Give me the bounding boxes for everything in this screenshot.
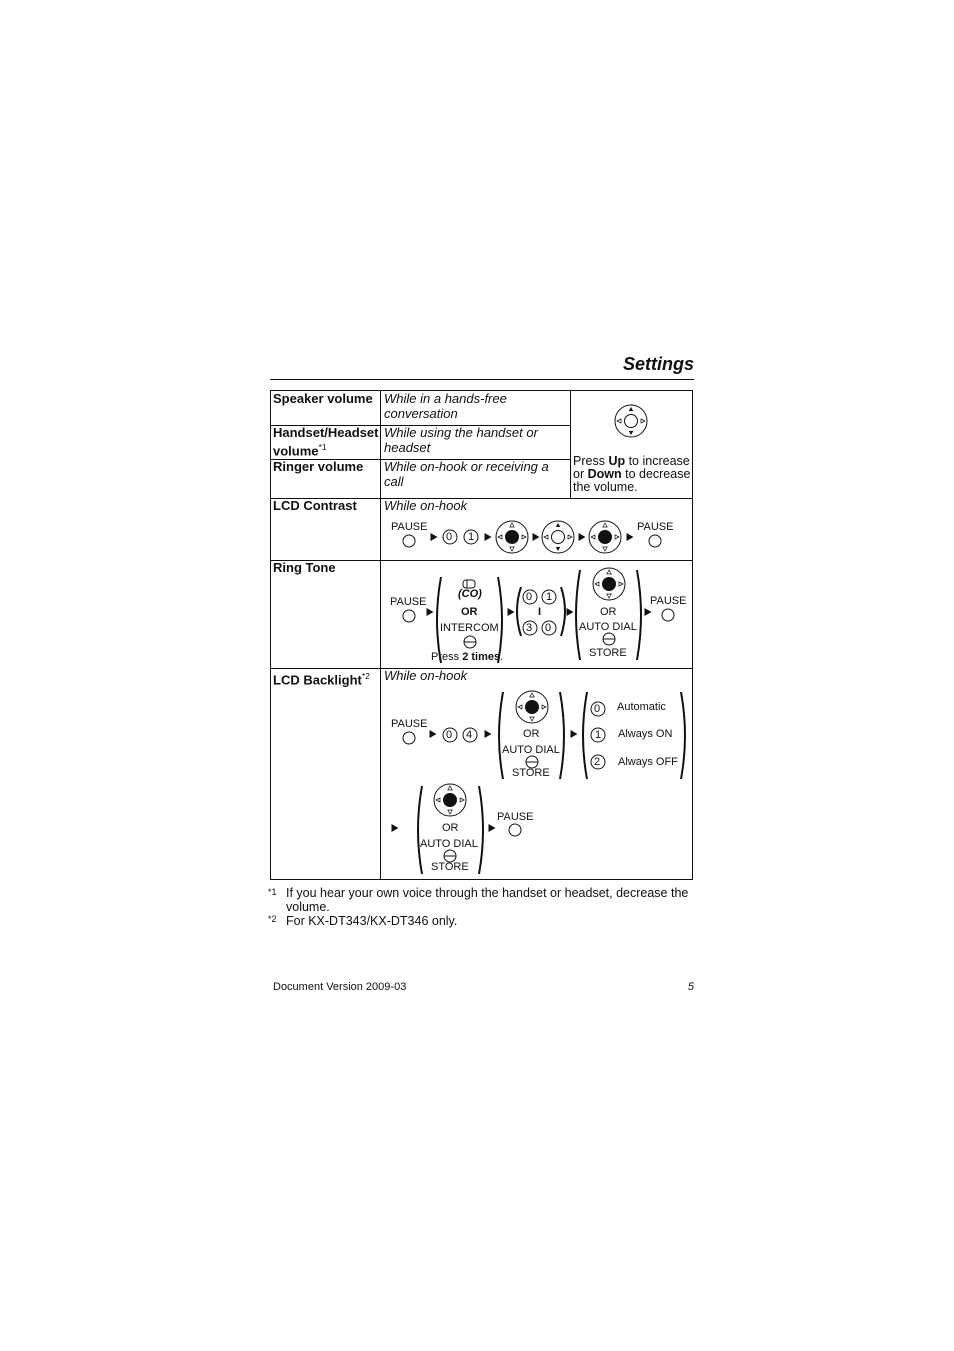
navigator-key-icon — [434, 784, 466, 816]
or-label: OR — [523, 728, 540, 740]
digit-label: 2 — [594, 756, 601, 768]
or-label: OR — [442, 822, 459, 834]
arrow-icon — [485, 533, 492, 541]
bracket-right — [637, 570, 641, 660]
press-times-note: Press 2 times. — [431, 651, 504, 663]
bracket-left — [583, 692, 587, 779]
pause-key-icon — [509, 824, 521, 836]
arrow-icon — [567, 608, 574, 616]
condition-lcd-contrast: While on-hook — [384, 498, 468, 513]
navigator-key-icon — [496, 521, 528, 553]
bracket-right — [479, 786, 483, 874]
row-label-lcd-contrast: LCD Contrast — [273, 498, 357, 513]
bracket-left — [517, 587, 521, 636]
digit-label: 0 — [446, 729, 453, 741]
condition-handset: While using the handset or headset — [384, 425, 538, 455]
store-label: STORE — [431, 861, 469, 873]
pause-key-icon — [649, 535, 661, 547]
page-title: Settings — [622, 354, 694, 374]
intercom-label: INTERCOM — [440, 622, 499, 634]
auto-dial-label: AUTO DIAL — [502, 744, 560, 756]
pause-key-icon — [403, 535, 415, 547]
navigator-key-icon — [589, 521, 621, 553]
option-always-on: Always ON — [618, 728, 673, 740]
pause-label: PAUSE — [650, 595, 687, 607]
condition-speaker: While in a hands-free conversation — [384, 391, 507, 421]
pause-key-icon — [403, 732, 415, 744]
row-label-speaker-volume: Speaker volume — [273, 391, 373, 406]
page-number: 5 — [687, 981, 694, 993]
bracket-right — [561, 587, 565, 636]
arrow-icon — [431, 533, 438, 541]
pause-label: PAUSE — [391, 521, 428, 533]
option-automatic: Automatic — [617, 701, 666, 713]
bracket-right — [681, 692, 685, 779]
pause-label: PAUSE — [390, 596, 427, 608]
arrow-icon — [489, 824, 496, 832]
pause-label: PAUSE — [391, 718, 428, 730]
footnote-mark: *1 — [268, 887, 277, 897]
digit-label: 4 — [466, 729, 473, 741]
arrow-icon — [571, 730, 578, 738]
option-always-off: Always OFF — [618, 756, 678, 768]
digit-label: 1 — [595, 729, 602, 741]
arrow-icon — [427, 608, 434, 616]
navigator-key-icon — [542, 521, 574, 553]
digit-label: 1 — [468, 531, 475, 543]
arrow-icon — [645, 608, 652, 616]
auto-dial-label: AUTO DIAL — [579, 621, 637, 633]
pause-label: PAUSE — [497, 811, 534, 823]
row-label-handset-volume: Handset/Headset volume$^{*1}$ — [273, 425, 379, 459]
co-key-icon — [463, 580, 475, 588]
navigator-key-icon — [593, 568, 625, 600]
row-label-ringer-volume: Ringer volume — [273, 459, 364, 474]
digit-label: 0 — [594, 703, 601, 715]
row-label-ring-tone: Ring Tone — [273, 560, 336, 575]
arrow-icon — [430, 730, 437, 738]
digit-label: 3 — [526, 622, 533, 634]
auto-dial-label: AUTO DIAL — [420, 838, 478, 850]
arrow-icon — [579, 533, 586, 541]
document-version: Document Version 2009-03 — [273, 981, 407, 993]
footnote-mark: *2 — [268, 914, 277, 924]
arrow-icon — [533, 533, 540, 541]
pause-key-icon — [403, 610, 415, 622]
condition-lcd-backlight: While on-hook — [384, 668, 468, 683]
bracket-left — [499, 692, 503, 779]
pause-label: PAUSE — [637, 521, 674, 533]
row-label-lcd-backlight: LCD Backlight$^{*2}$ — [273, 671, 370, 688]
or-label: OR — [461, 606, 478, 618]
navigator-key-icon — [516, 691, 548, 723]
footnote-text: For KX-DT343/KX-DT346 only. — [286, 914, 458, 928]
volume-instruction: Press Up to increase or Down to decrease the volume. — [573, 454, 691, 494]
or-label: OR — [600, 606, 617, 618]
arrow-icon — [508, 608, 515, 616]
bracket-left — [418, 786, 422, 874]
navigator-key-icon — [615, 405, 647, 437]
footnote-text: If you hear your own voice through the handset or headset, decrease the volume. — [286, 886, 689, 914]
intercom-key-icon — [464, 636, 476, 648]
arrow-icon — [485, 730, 492, 738]
condition-ringer: While on-hook or receiving a call — [384, 459, 549, 489]
digit-label: 1 — [546, 591, 553, 603]
digit-label: 0 — [526, 591, 533, 603]
bracket-right — [560, 692, 564, 779]
digit-label: 0 — [545, 622, 552, 634]
arrow-icon — [392, 824, 399, 832]
store-key-icon — [603, 633, 615, 645]
store-label: STORE — [589, 647, 627, 659]
store-label: STORE — [512, 767, 550, 779]
bracket-left — [576, 570, 580, 660]
co-label: (CO) — [458, 588, 482, 600]
digit-label: 0 — [446, 531, 453, 543]
arrow-icon — [627, 533, 634, 541]
pause-key-icon — [662, 609, 674, 621]
range-separator: I — [538, 606, 542, 618]
